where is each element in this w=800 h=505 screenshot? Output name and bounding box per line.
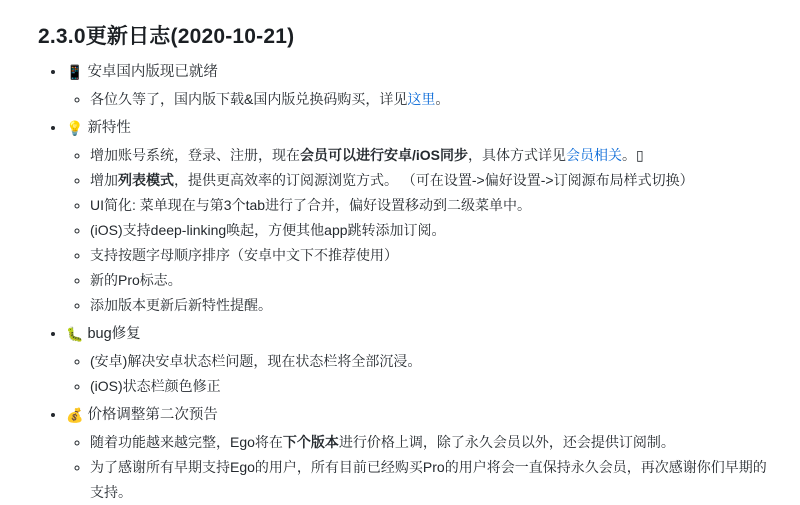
list-item	[90, 293, 774, 318]
list-item	[90, 143, 774, 168]
section-label: bug修复	[87, 326, 141, 342]
emphasis-text: 下个版本	[282, 434, 339, 450]
list-item	[90, 430, 774, 455]
item-text: 。▯	[622, 147, 644, 163]
section-items	[66, 143, 774, 318]
money-bag-icon: 💰	[66, 407, 84, 423]
item-text: ，提供更高效率的订阅源浏览方式。 （可在设置->偏好设置->订阅源布局样式切换）	[174, 172, 694, 188]
mobile-phone-icon: 📱	[66, 64, 84, 80]
changelog-sections	[32, 60, 774, 505]
list-item	[90, 455, 774, 505]
item-text: 各位久等了，国内版下载&国内版兑换码购买，详见	[90, 91, 408, 107]
item-text: 新的Pro标志。	[90, 272, 182, 288]
list-item	[90, 218, 774, 243]
bug-icon: 🐛	[66, 326, 84, 342]
item-text: 为了感谢所有早期支持Ego的用户，所有目前已经购买Pro的用户将会一直保持永久会员，再次感谢你们早期的支持。	[90, 459, 767, 500]
item-text: 进行价格上调，除了永久会员以外，还会提供订阅制。	[338, 434, 675, 450]
item-text: 支持按题字母顺序排序（安卓中文下不推荐使用）	[90, 247, 398, 263]
inline-link[interactable]: 这里	[407, 91, 436, 107]
item-text: 。	[435, 91, 450, 107]
list-item	[90, 243, 774, 268]
section-items	[66, 87, 774, 112]
list-item	[90, 374, 774, 399]
section-label: 价格调整第二次预告	[87, 407, 218, 423]
item-text: 增加	[90, 172, 118, 188]
item-text: (iOS)支持deep-linking唤起，方便其他app跳转添加订阅。	[90, 222, 446, 238]
changelog-section	[66, 116, 774, 318]
section-items	[66, 430, 774, 505]
section-label: 安卓国内版现已就绪	[87, 64, 218, 80]
item-text: (安卓)解决安卓状态栏问题，现在状态栏将全部沉浸。	[90, 353, 422, 369]
section-items	[66, 349, 774, 399]
page-title: 2.3.0更新日志(2020-10-21)	[38, 25, 295, 48]
list-item	[90, 268, 774, 293]
item-text: 添加版本更新后新特性提醒。	[90, 297, 272, 313]
lightbulb-icon: 💡	[66, 120, 84, 136]
list-item	[90, 168, 774, 193]
item-text: ，具体方式详见	[468, 147, 567, 163]
item-text: 增加账号系统，登录、注册，现在	[90, 147, 300, 163]
list-item	[90, 349, 774, 374]
emphasis-text: 会员可以进行安卓/iOS同步	[300, 147, 469, 163]
emphasis-text: 列表模式	[118, 172, 174, 188]
list-item	[90, 87, 774, 112]
changelog-section	[66, 403, 774, 505]
item-text: UI简化: 菜单现在与第3个tab进行了合并，偏好设置移动到二级菜单中。	[90, 197, 532, 213]
item-text: (iOS)状态栏颜色修正	[90, 378, 221, 394]
inline-link[interactable]: 会员相关	[566, 147, 623, 163]
section-label: 新特性	[87, 120, 131, 136]
changelog-section	[66, 60, 774, 112]
item-text: 随着功能越来越完整，Ego将在	[90, 434, 283, 450]
list-item	[90, 193, 774, 218]
changelog-section	[66, 322, 774, 399]
